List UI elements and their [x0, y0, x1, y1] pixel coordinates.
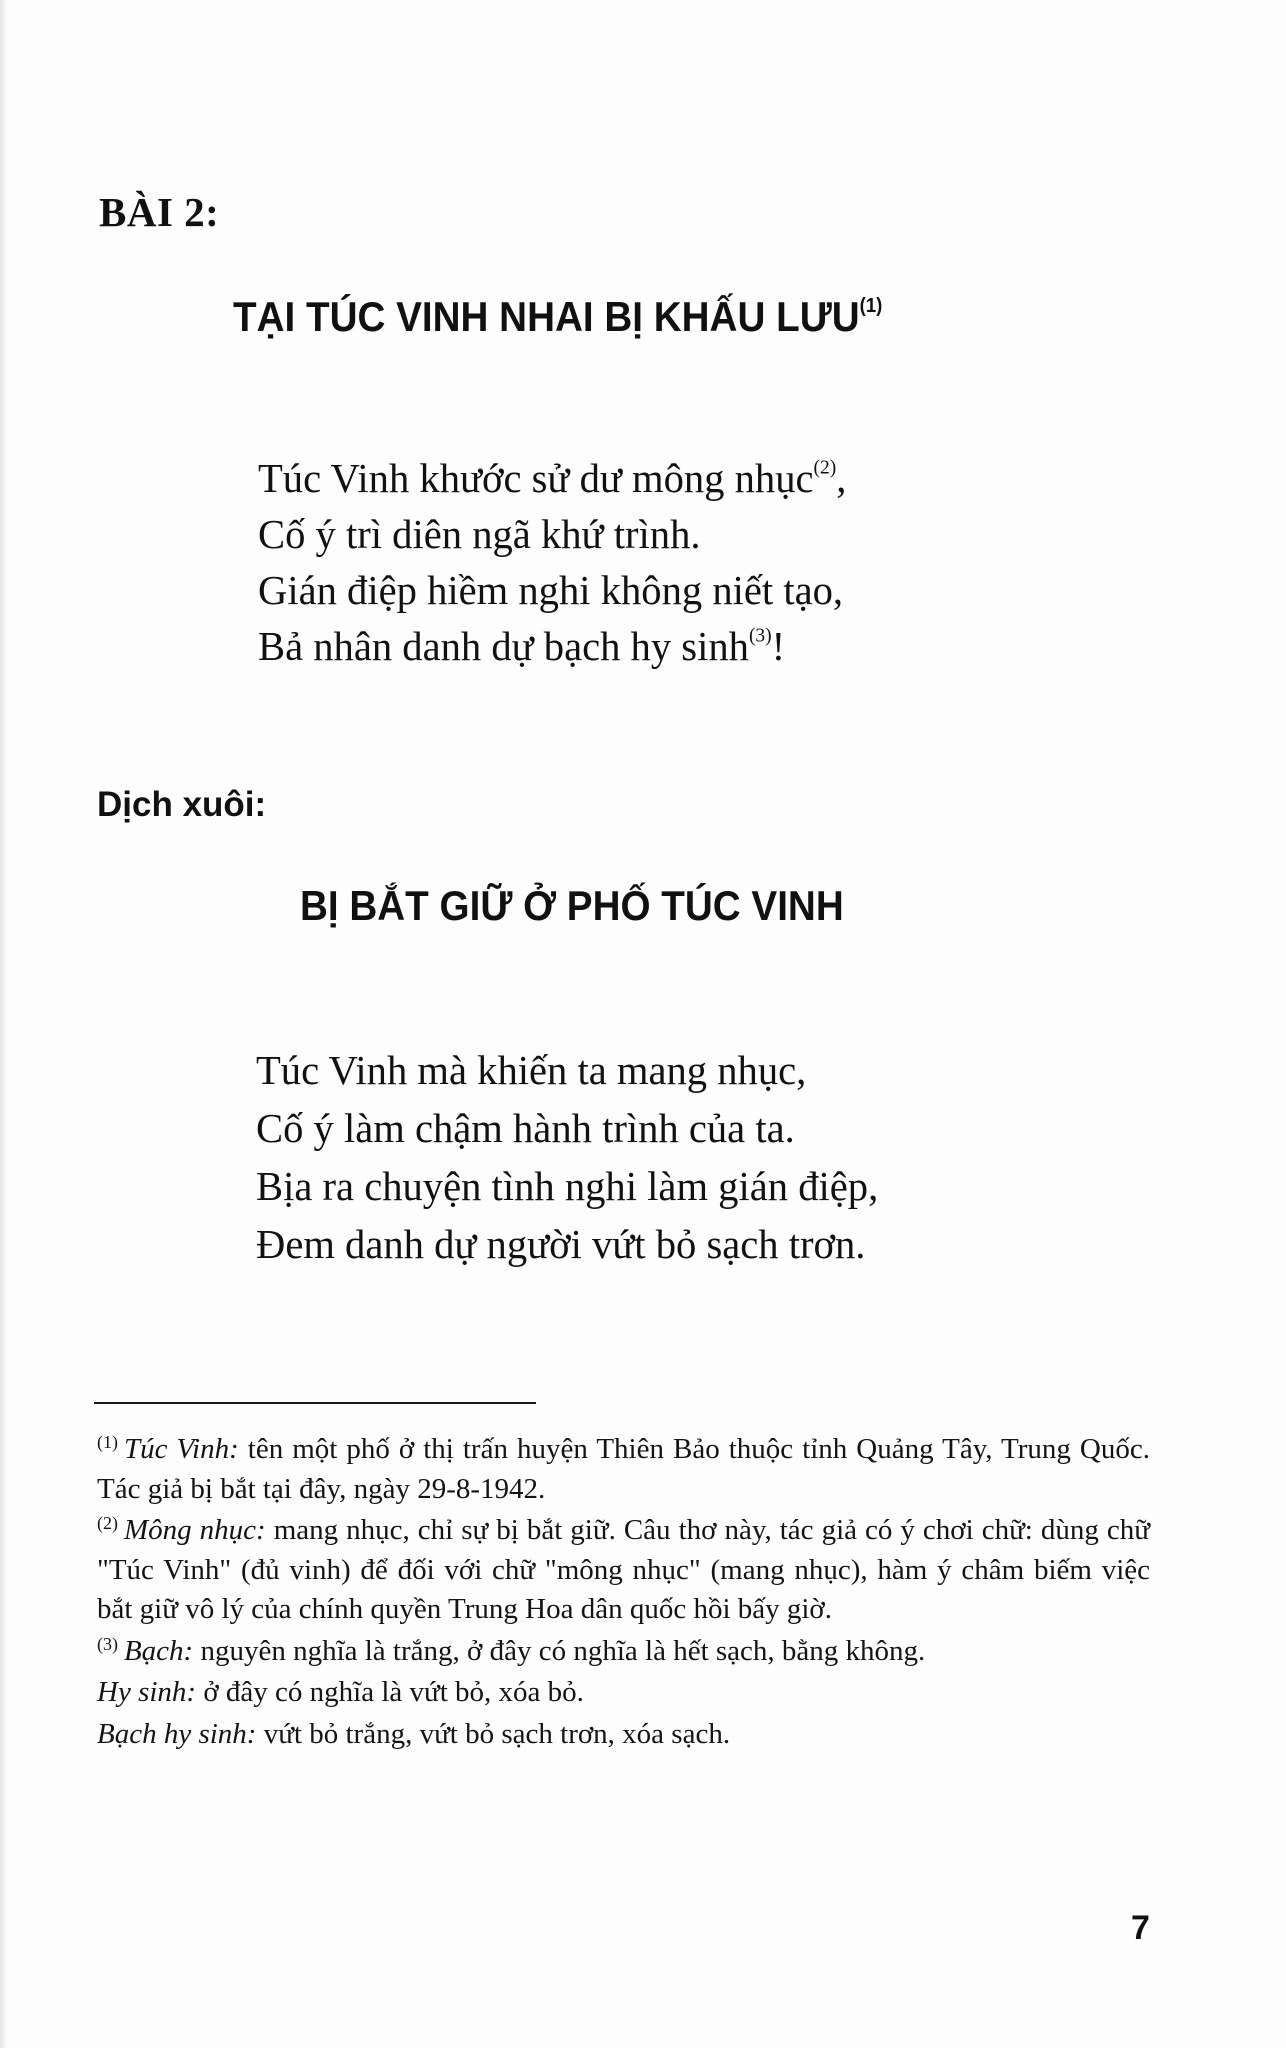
- original-poem-line-3: [258, 567, 844, 613]
- original-poem-line-1: [258, 455, 847, 501]
- footnote-3: [97, 1632, 1150, 1672]
- poem-line-text: Bả nhân danh dự bạch hy sinh: [258, 623, 749, 669]
- lesson-label: BÀI 2:: [99, 189, 220, 235]
- poem-line-text: Gián điệp hiềm nghi không niết tạo,: [258, 567, 844, 613]
- translation-label: Dịch xuôi:: [97, 785, 267, 824]
- footnote-mark: (2): [97, 1513, 118, 1534]
- poem-line-text: Cố ý trì diên ngã khứ trình.: [258, 511, 701, 557]
- footnote-text: vứt bỏ trắng, vứt bỏ sạch trơn, xóa sạch.: [256, 1717, 731, 1750]
- footnote-3-hy-sinh: [97, 1673, 1150, 1713]
- footnote-term: Hy sinh:: [97, 1676, 197, 1708]
- footnote-term: Mông nhục:: [123, 1514, 266, 1546]
- original-poem-title-text: TẠI TÚC VINH NHAI BỊ KHẤU LƯU: [233, 293, 860, 340]
- original-poem-line-2: [258, 511, 701, 557]
- footnote-text: tên một phố ở thị trấn huyện Thiên Bảo thuộc tỉnh Quảng Tây, Trung Quốc. Tác giả bị bắt tại đây, ngày 29-8-1942.: [97, 1433, 1150, 1505]
- translation-line-3: Bịa ra chuyện tình nghi làm gián điệp,: [256, 1163, 879, 1209]
- footnote-ref-3: (3): [748, 624, 772, 647]
- footnote-ref-1: (1): [859, 294, 883, 317]
- poem-line-text: Túc Vinh khước sử dư mông nhục: [258, 455, 814, 501]
- translation-title: BỊ BẮT GIỮ Ở PHỐ TÚC VINH: [300, 882, 844, 929]
- footnote-term: Túc Vinh:: [123, 1433, 239, 1465]
- page-edge-shadow: [0, 0, 7, 2048]
- translation-line-4: Đem danh dự người vứt bỏ sạch trơn.: [256, 1221, 866, 1267]
- footnote-term: Bạch hy sinh:: [97, 1717, 257, 1750]
- footnote-2: [97, 1511, 1150, 1630]
- page-number: 7: [1131, 1909, 1150, 1947]
- translation-line-2: Cố ý làm chậm hành trình của ta.: [256, 1105, 795, 1151]
- footnote-ref-2: (2): [813, 456, 837, 479]
- footnote-text: nguyên nghĩa là trắng, ở đây có nghĩa là hết sạch, bằng không.: [193, 1634, 926, 1667]
- original-poem-title: [233, 293, 883, 340]
- translation-line-1: Túc Vinh mà khiến ta mang nhục,: [256, 1047, 807, 1093]
- footnote-term: Bạch:: [123, 1634, 194, 1667]
- footnote-mark: (3): [97, 1633, 118, 1654]
- poem-line-punct: ,: [836, 455, 847, 501]
- footnote-divider: [94, 1402, 536, 1404]
- footnote-mark: (1): [97, 1432, 118, 1453]
- footnotes: [97, 1430, 1150, 1756]
- footnote-1: [97, 1430, 1150, 1509]
- footnote-text: ở đây có nghĩa là vứt bỏ, xóa bỏ.: [196, 1676, 584, 1708]
- footnote-text: mang nhục, chỉ sự bị bắt giữ. Câu thơ này, tác giả có ý chơi chữ: dùng chữ "Túc Vinh" (đủ vinh) để đối với chữ "mông nhục" (mang nhục), hàm ý châm biếm việc bắt giữ vô lý của chính quyền Trung Hoa dân quốc hồi bấy giờ.: [97, 1514, 1150, 1625]
- original-poem-line-4: [258, 623, 786, 669]
- poem-line-punct: !: [771, 623, 786, 669]
- footnote-3-bach-hy-sinh: [97, 1715, 1150, 1755]
